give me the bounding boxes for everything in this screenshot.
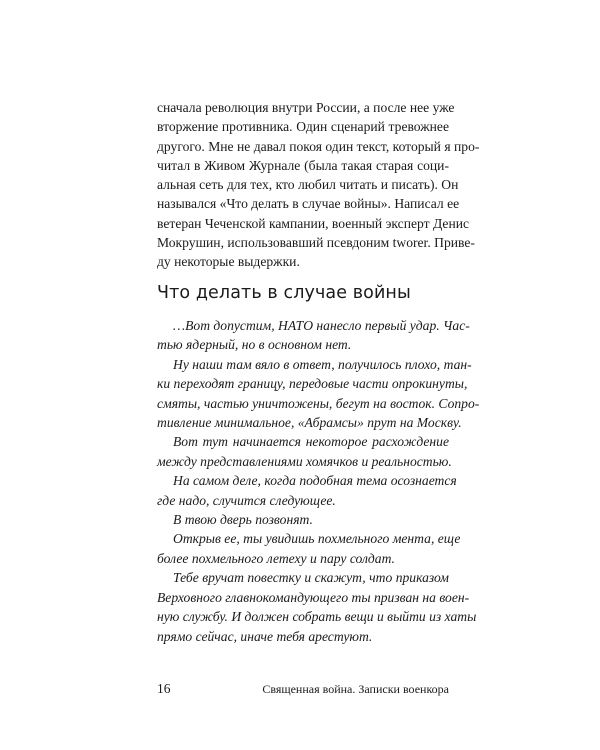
quote-line: Тебе вручат повестку и скажут, что приказом	[173, 570, 449, 586]
quote-paragraph	[157, 510, 449, 529]
quote-line: ную службу. И должен собрать вещи и выйти из хаты	[157, 609, 477, 625]
quote-line: более похмельного летеху и пару солдат.	[157, 550, 395, 566]
intro-line: ветеран Чеченской кампании, военный эксперт Денис	[157, 215, 470, 231]
quote-line: где надо, случится следующее.	[157, 492, 336, 508]
quote-paragraph	[157, 568, 477, 646]
quote-line: Верховного главнокомандующего ты призван на воен-	[157, 589, 470, 605]
quote-paragraph	[157, 471, 457, 510]
section-heading: Что делать в случае войны	[157, 283, 411, 303]
intro-paragraph	[157, 98, 480, 272]
quote-line: Вот тут начинается некоторое расхождение	[173, 434, 449, 450]
quoted-excerpt	[157, 316, 480, 646]
quote-line: между представлениями хомячков и реальностью.	[157, 453, 452, 469]
intro-line: Мокрушин, использовавший псевдоним tworer. Приве-	[157, 235, 475, 251]
running-title: Священная война. Записки военкора	[262, 682, 449, 696]
quote-line: тью ядерный, но в основном нет.	[157, 337, 352, 353]
quote-paragraph	[157, 316, 470, 355]
quote-line: На самом деле, когда подобная тема осознается	[173, 473, 457, 489]
quote-line: тивление минимальное, «Абрамсы» прут на Москву.	[157, 415, 462, 431]
quote-line: прямо сейчас, иначе тебя арестуют.	[157, 628, 373, 644]
page-footer	[157, 681, 449, 697]
quote-paragraph	[157, 432, 452, 471]
intro-line: другого. Мне не давал покоя один текст, который я про-	[157, 138, 480, 154]
page-number: 16	[157, 681, 171, 696]
intro-line: читал в Живом Журнале (была такая старая соци-	[157, 157, 449, 173]
quote-line: Ну наши там вяло в ответ, получилось плохо, тан-	[173, 356, 472, 372]
intro-line: назывался «Что делать в случае войны». Написал ее	[157, 196, 460, 212]
quote-line: ки переходят границу, передовые части опрокинуты,	[157, 376, 468, 392]
quote-line: В твою дверь позвонят.	[173, 512, 313, 528]
intro-line: вторжение противника. Один сценарий тревожнее	[157, 119, 449, 135]
quote-line: смяты, частью уничтожены, бегут на восток. Сопро-	[157, 395, 480, 411]
quote-paragraph	[157, 355, 480, 433]
quote-line: Открыв ее, ты увидишь похмельного мента, еще	[173, 531, 461, 547]
quote-line: …Вот допустим, НАТО нанесло первый удар. Час-	[173, 318, 470, 333]
intro-line: альная сеть для тех, кто любил читать и писать). Он	[157, 177, 459, 193]
quote-paragraph	[157, 529, 461, 568]
intro-line: сначала революция внутри России, а после нее уже	[157, 100, 455, 115]
intro-line: ду некоторые выдержки.	[157, 254, 300, 270]
